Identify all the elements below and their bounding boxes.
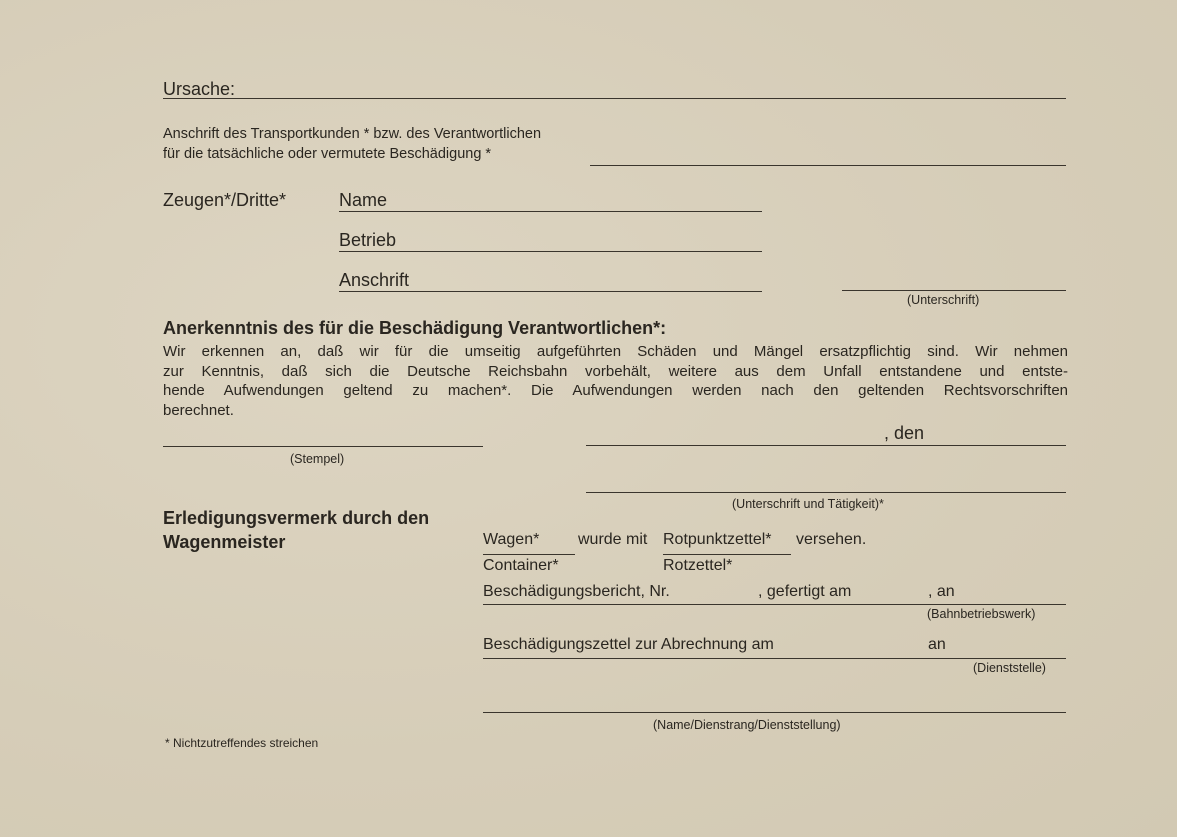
footnote: * Nichtzutreffendes streichen [165,736,319,750]
provided-suffix-label: versehen. [796,531,867,548]
damage-slip-at-label: an [928,636,946,653]
report-at-label: , an [928,583,955,600]
witness-signature-line[interactable] [842,290,1066,291]
wagon-label: Wagen* [483,531,540,548]
acknowledgement-line: Wir erkennen an, daß wir für die umseitig aufgeführten Schäden und Mängel ersatzpflichtig sind. Wir nehmen [163,343,1068,360]
completion-heading-line2: Wagenmeister [163,532,286,552]
acknowledgement-heading: Anerkenntnis des für die Beschädigung Verantwortlichen*: [163,318,667,338]
acknowledgement-line: berechnet. [163,401,234,419]
wagon-master-name-caption: (Name/Dienstrang/Dienststellung) [653,718,841,732]
responsible-signature-line[interactable] [586,492,1066,493]
acknowledgement-line: hende Aufwendungen geltend zu machen*. Die Aufwendungen werden nach den geltenden Rechtsvorschriften [163,382,1068,399]
witness-address-line[interactable] [339,291,762,292]
customer-address-line[interactable] [590,165,1066,166]
wagon-underline [483,554,575,555]
witness-address-label: Anschrift [339,270,410,290]
responsible-signature-caption: (Unterschrift und Tätigkeit)* [732,497,884,511]
stamp-line[interactable] [163,446,483,447]
depot-caption: (Bahnbetriebswerk) [927,607,1036,621]
report-line[interactable] [483,604,1066,605]
damage-slip-line[interactable] [483,658,1066,659]
place-date-line[interactable] [586,445,1066,446]
witness-company-label: Betrieb [339,230,397,250]
date-suffix-label: , den [884,423,925,443]
container-label: Container* [483,557,559,574]
provided-with-label: wurde mit [578,531,648,548]
damage-slip-label: Beschädigungszettel zur Abrechnung am [483,636,774,653]
wagon-master-signature-line[interactable] [483,712,1066,713]
red-dot-slip-label: Rotpunktzettel* [663,531,772,548]
witness-signature-caption: (Unterschrift) [907,293,980,307]
red-slip-label: Rotzettel* [663,557,733,574]
customer-address-label-line1: Anschrift des Transportkunden * bzw. des Verantwortlichen [163,126,542,142]
red-dot-slip-underline [663,554,791,555]
cause-line[interactable] [163,98,1066,99]
witness-name-label: Name [339,190,388,210]
report-label: Beschädigungsbericht, Nr. [483,583,670,600]
witness-company-line[interactable] [339,251,762,252]
office-caption: (Dienststelle) [973,661,1046,675]
completion-heading-line1: Erledigungsvermerk durch den [163,508,430,528]
witness-name-line[interactable] [339,211,762,212]
witnesses-label: Zeugen*/Dritte* [163,190,287,210]
report-made-label: , gefertigt am [758,583,852,600]
cause-label: Ursache: [163,79,236,99]
customer-address-label-line2: für die tatsächliche oder vermutete Beschädigung * [163,146,492,162]
acknowledgement-text [163,342,1068,420]
acknowledgement-line: zur Kenntnis, daß sich die Deutsche Reichsbahn vorbehält, weitere aus dem Unfall entstandene und entste- [163,362,1068,380]
stamp-caption: (Stempel) [290,452,345,466]
